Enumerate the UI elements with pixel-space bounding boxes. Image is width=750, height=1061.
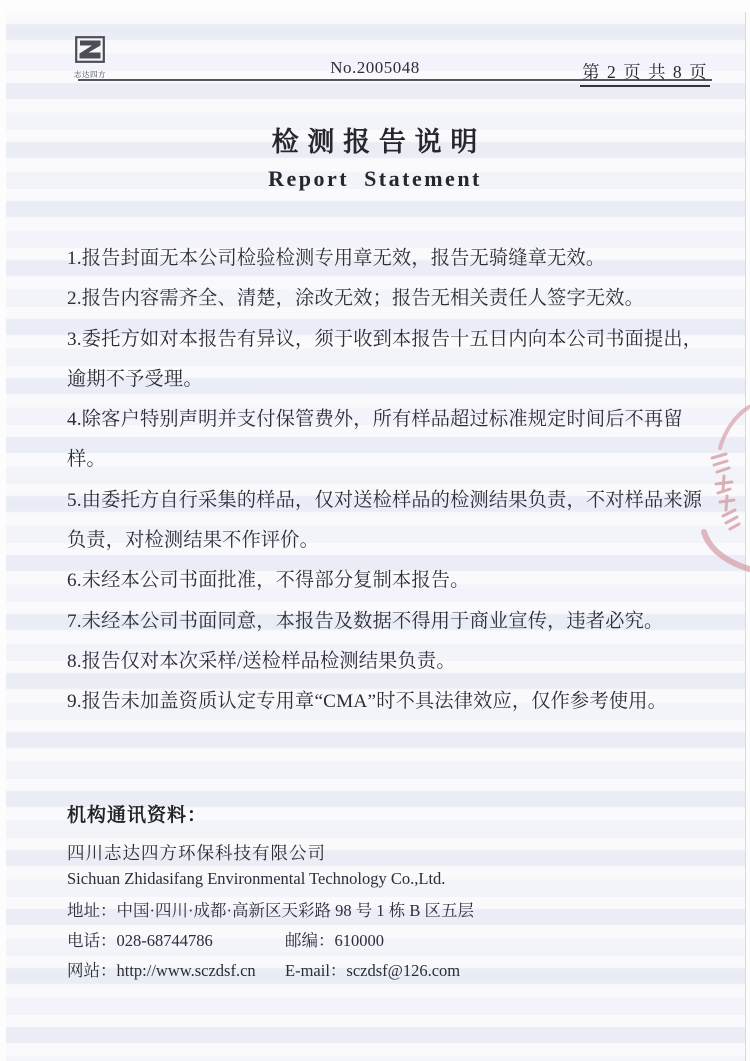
statement-item-5-line-1: 5.由委托方自行采集的样品，仅对送检样品的检测结果负责，不对样品来源 xyxy=(67,489,703,511)
report-number: No.2005048 xyxy=(330,58,420,77)
email-label: E-mail： xyxy=(285,961,347,980)
statement-item-4-line-1: 4.除客户特别声明并支付保管费外，所有样品超过标准规定时间后不再留 xyxy=(67,409,683,431)
statement-item-7: 7.未经本公司书面同意，本报告及数据不得用于商业宣传，违者必究。 xyxy=(67,610,664,632)
statement-item-5-line-2: 负责，对检测结果不作评价。 xyxy=(67,530,320,552)
phone-label: 电话： xyxy=(67,931,117,950)
logo-caption: 志达四方 xyxy=(74,70,106,79)
statement-item-8: 8.报告仅对本次采样/送检样品检测结果负责。 xyxy=(67,650,456,672)
statement-item-1: 1.报告封面无本公司检验检测专用章无效，报告无骑缝章无效。 xyxy=(67,248,606,269)
website-label: 网站： xyxy=(67,961,117,980)
report-statement-list xyxy=(67,239,727,723)
address-label: 地址： xyxy=(67,901,117,920)
page-number-indicator: 第 2 页 共 8 页 xyxy=(580,59,710,87)
email-value: sczdsf@126.com xyxy=(346,961,461,980)
company-name-english: Sichuan Zhidasifang Environmental Technology Co.,Ltd. xyxy=(67,869,446,888)
contact-address-row xyxy=(67,897,707,921)
contact-website-row xyxy=(67,957,707,981)
statement-item-3-line-1: 3.委托方如对本报告有异议，须于收到本报告十五日内向本公司书面提出， xyxy=(67,328,703,350)
address-value: 中国·四川·成都·高新区天彩路 98 号 1 栋 B 区五层 xyxy=(116,901,474,920)
statement-item-2: 2.报告内容需齐全、清楚，涂改无效；报告无相关责任人签字无效。 xyxy=(67,288,645,310)
page-title-english: Report Statement xyxy=(268,166,482,191)
postcode-value: 610000 xyxy=(334,931,384,950)
statement-item-3-line-2: 逾期不予受理。 xyxy=(67,368,203,390)
contact-phone-row xyxy=(67,927,707,951)
phone-value: 028-68744786 xyxy=(116,931,213,950)
statement-item-9: 9.报告未加盖资质认定专用章“CMA”时不具法律效应，仅作参考使用。 xyxy=(67,691,667,713)
page-title-chinese: 检 测 报 告 说 明 xyxy=(271,127,479,157)
statement-item-4-line-2: 样。 xyxy=(67,449,106,471)
company-name-chinese: 四川志达四方环保科技有限公司 xyxy=(67,843,326,863)
contact-section-heading: 机构通讯资料： xyxy=(67,805,208,826)
postcode-label: 邮编： xyxy=(285,931,335,950)
website-value: http://www.sczdsf.cn xyxy=(116,961,256,980)
statement-item-6: 6.未经本公司书面批准，不得部分复制本报告。 xyxy=(67,570,470,592)
